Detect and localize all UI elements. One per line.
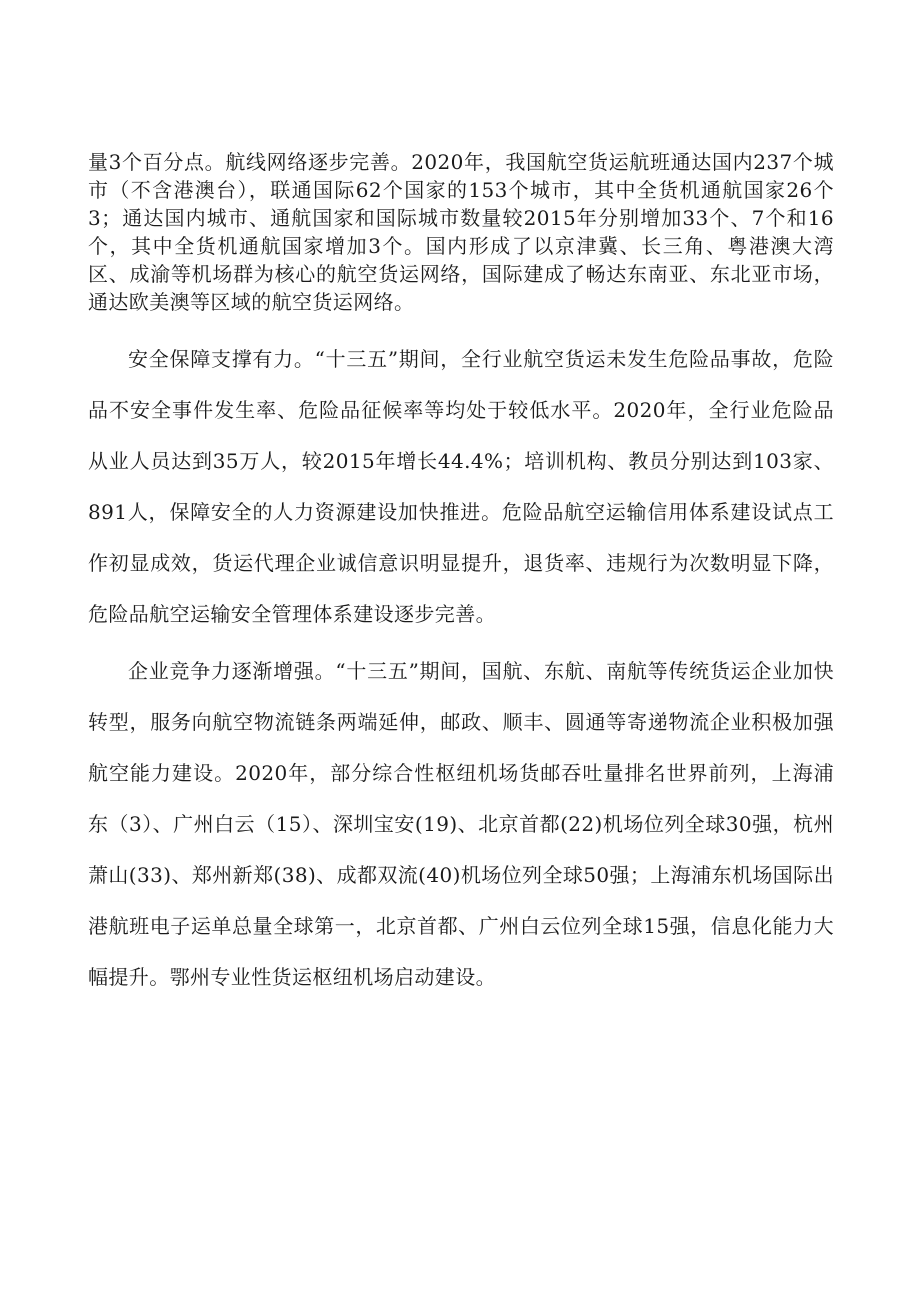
paragraph-spacer: [88, 316, 834, 334]
paragraph-safety: 安全保障支撑有力。“十三五”期间，全行业航空货运未发生危险品事故，危险品不安全事件发生率、危险品征候率等均处于较低水平。2020年，全行业危险品从业人员达到35万人，较2015年增长44.4%；培训机构、教员分别达到103家、891人，保障安全的人力资源建设加快推进。危险品航空运输信用体系建设试点工作初显成效，货运代理企业诚信意识明显提升，退货率、违规行为次数明显下降，危险品航空运输安全管理体系建设逐步完善。: [88, 347, 834, 626]
document-body: [88, 148, 834, 1003]
paragraph-route-network: 量3个百分点。航线网络逐步完善。2020年，我国航空货运航班通达国内237个城市（不含港澳台），联通国际62个国家的153个城市，其中全货机通航国家26个3；通达国内城市、通航国家和国际城市数量较2015年分别增加33个、7个和16个，其中全货机通航国家增加3个。国内形成了以京津冀、长三角、粤港澳大湾区、成渝等机场群为核心的航空货运网络，国际建成了畅达东南亚、东北亚市场，通达欧美澳等区域的航空货运网络。: [88, 150, 834, 314]
paragraph-competitiveness: 企业竞争力逐渐增强。“十三五”期间，国航、东航、南航等传统货运企业加快转型，服务向航空物流链条两端延伸，邮政、顺丰、圆通等寄递物流企业积极加强航空能力建设。2020年，部分综合性枢纽机场货邮吞吐量排名世界前列，上海浦东（3）、广州白云（15）、深圳宝安(19)、北京首都(22)机场位列全球30强，杭州萧山(33)、郑州新郑(38)、成都双流(40)机场位列全球50强；上海浦东机场国际出港航班电子运单总量全球第一，北京首都、广州白云位列全球15强，信息化能力大幅提升。鄂州专业性货运枢纽机场启动建设。: [88, 659, 834, 989]
